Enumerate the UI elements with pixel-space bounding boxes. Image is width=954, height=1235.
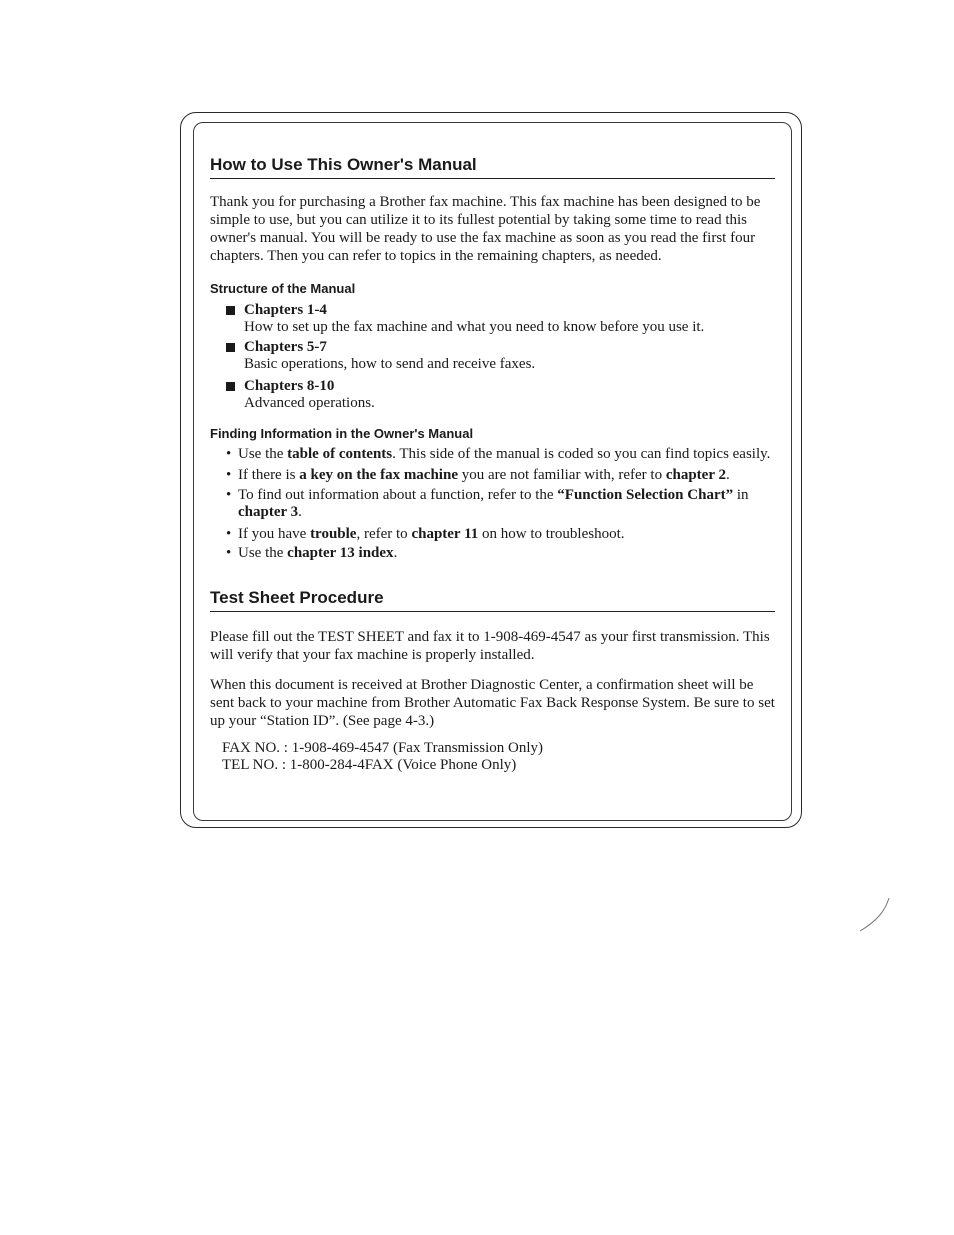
bullet-dot-icon: •	[226, 526, 232, 542]
section-title-test-sheet: Test Sheet Procedure	[210, 588, 775, 612]
fax-number-line: FAX NO. : 1-908-469-4547 (Fax Transmission Only)	[222, 740, 543, 756]
finding-heading: Finding Information in the Owner's Manual	[210, 426, 474, 441]
finding-item-contents: • Use the table of contents. This side of the manual is coded so you can find topics easily.	[226, 446, 771, 462]
chapter-label: Chapters 5-7	[244, 339, 327, 355]
bullet-dot-icon: •	[226, 487, 232, 503]
chapter-description: How to set up the fax machine and what you need to know before you use it.	[244, 319, 705, 335]
test-sheet-paragraph-2: When this document is received at Brother Diagnostic Center, a confirmation sheet will be sent back to your machine from Brother Automatic Fax Back Response System. Be sure to set up your “Station ID”. (See page 4-3.)	[210, 677, 775, 729]
bullet-dot-icon: •	[226, 446, 232, 462]
structure-item-chapters-8-10	[210, 378, 775, 412]
finding-item-function-chart: • To find out information about a function, refer to the “Function Selection Chart” in chapter 3.	[226, 487, 749, 520]
finding-item-index: • Use the chapter 13 index.	[226, 545, 398, 561]
contact-numbers	[210, 740, 775, 774]
finding-list	[210, 446, 775, 562]
finding-item-trouble: • If you have trouble, refer to chapter 11 on how to troubleshoot.	[226, 526, 625, 542]
bullet-dot-icon: •	[226, 467, 232, 483]
structure-item-chapters-1-4	[210, 302, 775, 336]
square-bullet-icon	[226, 343, 235, 352]
pen-stroke-mark-icon	[855, 895, 895, 935]
chapter-description: Advanced operations.	[244, 395, 375, 411]
section-title-how-to-use: How to Use This Owner's Manual	[210, 155, 775, 179]
structure-item-chapters-5-7	[210, 339, 775, 373]
intro-paragraph: Thank you for purchasing a Brother fax machine. This fax machine has been designed to be simple to use, but you can utilize it to its fullest potential by taking some time to read this owner's manual. You will be ready to use the fax machine as soon as you read the first four chapters. Then you can refer to topics in the remaining chapters, as needed.	[210, 194, 761, 264]
finding-item-key: • If there is a key on the fax machine you are not familiar with, refer to chapter 2.	[226, 467, 730, 483]
manual-content	[210, 155, 775, 774]
square-bullet-icon	[226, 382, 235, 391]
structure-list	[210, 302, 775, 412]
chapter-label: Chapters 1-4	[244, 302, 327, 318]
square-bullet-icon	[226, 306, 235, 315]
chapter-label: Chapters 8-10	[244, 378, 335, 394]
tel-number-line: TEL NO. : 1-800-284-4FAX (Voice Phone Only)	[222, 757, 517, 773]
bullet-dot-icon: •	[226, 545, 232, 561]
chapter-description: Basic operations, how to send and receive faxes.	[244, 356, 536, 372]
structure-heading: Structure of the Manual	[210, 281, 356, 296]
test-sheet-paragraph-1: Please fill out the TEST SHEET and fax it to 1-908-469-4547 as your first transmission. This will verify that your fax machine is properly installed.	[210, 629, 770, 663]
